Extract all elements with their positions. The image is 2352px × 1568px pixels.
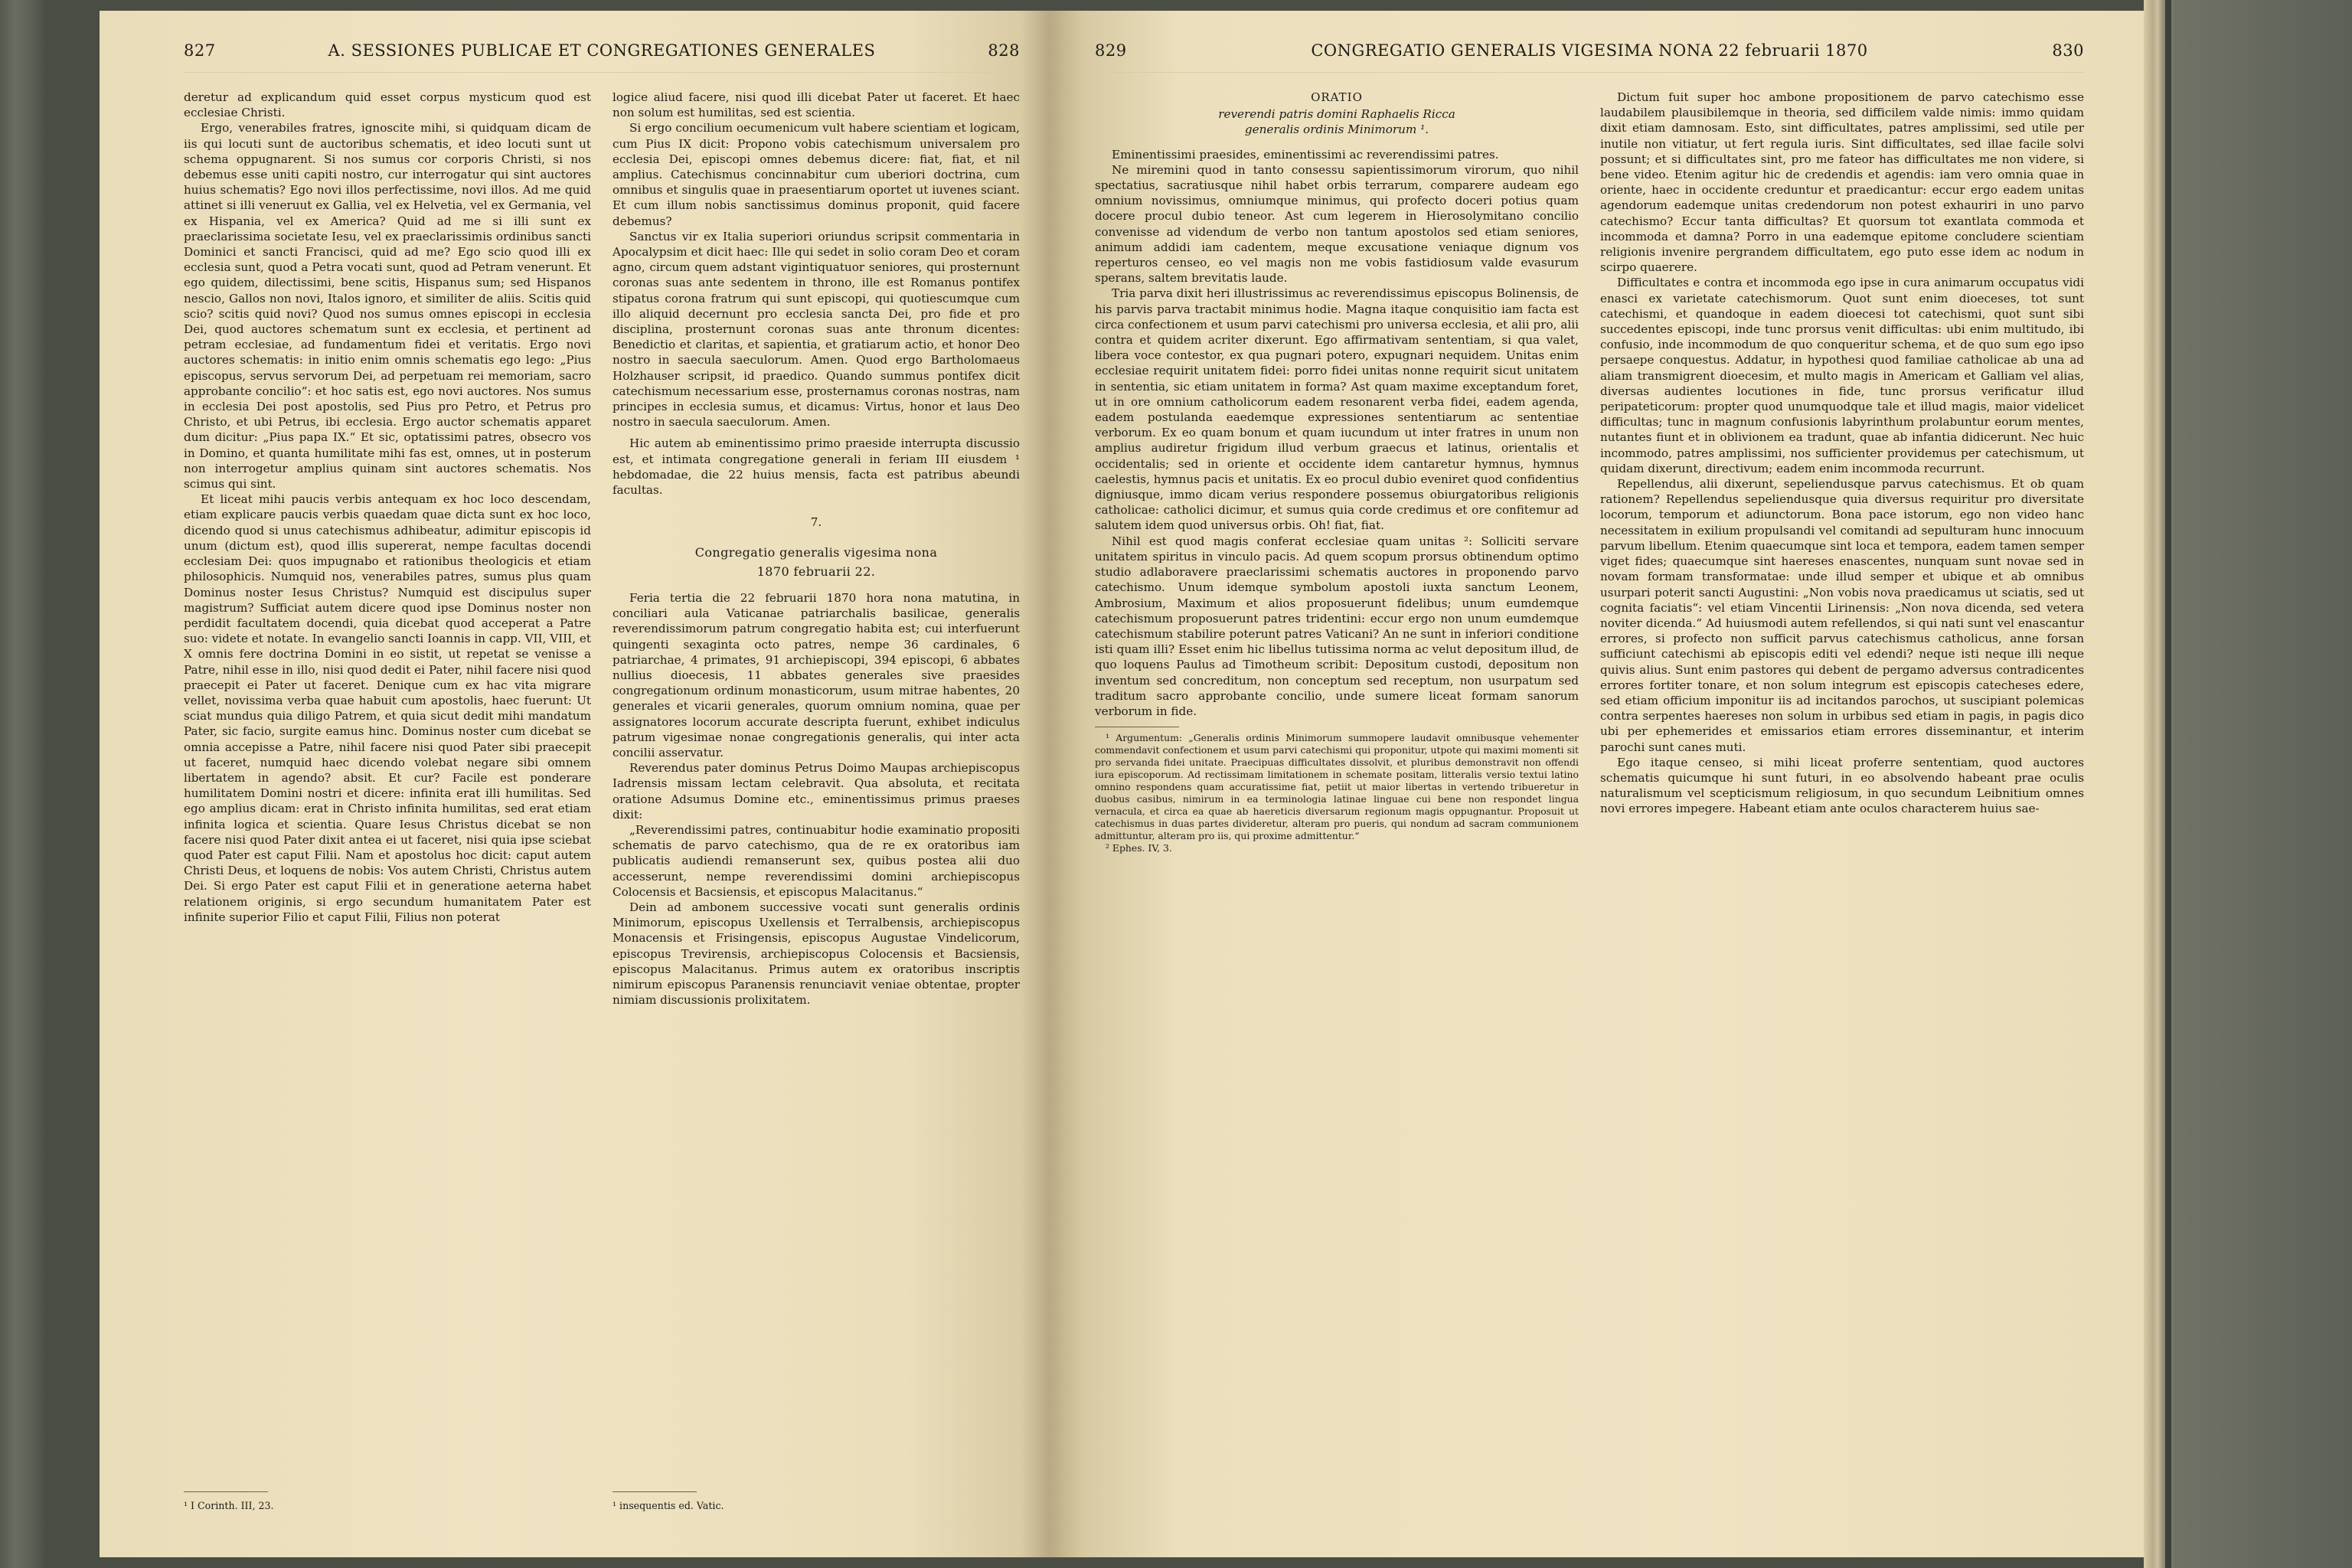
paragraph: Ego itaque censeo, si mihi liceat proferre sententiam, quod auctores schematis quicumque hi sunt futuri, in eo absolvendo habeant prae oculis naturalismum vel scepticismum religiosum, in quo secundum Leibnitium omnes novi errores impegere. Habeant etiam ante oculos characterem huius sae- xyxy=(1600,755,2084,816)
paragraph: Feria tertia die 22 februarii 1870 hora nona matutina, in conciliari aula Vaticanae patriarchalis basilicae, generalis reverendissimorum patrum congregatio habita est; cui interfuerunt quingenti sexaginta octo patres, nempe 36 cardinales, 6 patriarchae, 4 primates, 91 archiepiscopi, 394 episcopi, 6 abbates nullius dioecesis, 11 abbates generales sive praesides congregationum ordinum monasticorum, usum mitrae habentes, 20 generales et vicarii generales, quorum omnium nomina, quae per assignatores locorum accurate descripta fuerunt, exhibet indiculus patrum vigesimae nonae congregationis generalis, qui inter acta concilii asservatur. xyxy=(612,590,1020,760)
left-page-columns xyxy=(184,90,1020,1529)
oratio-subtitle: generalis ordinis Minimorum ¹. xyxy=(1244,122,1429,137)
footnote-block xyxy=(184,1484,591,1514)
running-header-left xyxy=(184,41,1020,73)
footnote: ¹ Argumentum: „Generalis ordinis Minimorum summopere laudavit omnibusque vehementer commendavit confectionem et usum parvi catechismi qui proponitur, utpote qui maximi momenti sit pro servanda fidei unitate. Praecipuas difficultates dissolvit, et pluribus demonstravit non offendi iura episcoporum. Ad rectissimam limitationem in schemate positam, litteralis versio textui latino omnino respondens quam accuratissime fiat, petiit ut maior libertas in vertendo tribueretur in duobus casibus, nimirum in ea terminologia latinae linguae cui bene non respondet lingua vernacula, et circa ea quae ab haereticis diversarum regionum magis oppugnantur. Proposuit ut catechismus in duas partes divideretur, alteram pro pueris, qui nondum ad sacram communionem admittuntur, alteram pro iis, qui proxime admittentur.“ xyxy=(1095,732,1579,842)
paragraph: Difficultates e contra et incommoda ego ipse in cura animarum occupatus vidi enasci ex varietate catechismorum. Quot sunt enim dioeceses, tot sunt catechismi, et quandoque in eadem dioecesi tot catechismi, quot sunt sibi succedentes episcopi, inde tunc prorsus venit difficultas: ubi enim multitudo, ibi confusio, inde incommodum de quo conqueritur schema, et de quo sum ego ipso persaepe conquestus. Addatur, in hypothesi quod familiae catholicae ab una ad aliam transmigrent dioecesim, et multo magis in Americam et Galliam vel alias, diversas audientes locutiones in fide, tunc prorsus verificatur illud peripateticorum: propter quod unumquodque tale et illud magis, maior videlicet difficultas; tunc in magnum confusionis labyrinthum prolabuntur eorum mentes, nutantes fiunt et in oblivionem ea tradunt, quae ab infantia didicerunt. Nec huic incommodo, patres amplissimi, nos sufficienter providemus per catechismum, ut quidam dixerunt, directivum; eadem enim incommoda recurrunt. xyxy=(1600,276,2084,475)
paragraph: Dictum fuit super hoc ambone propositionem de parvo catechismo esse laudabilem plausibilemque in theoria, sed difficilem valde nimis: immo quidam dixit etiam damnosam. Esto, sint difficultates, patres amplissimi, sed utile per inutile non vitiatur, ut fert regula iuris. Sint difficultates, sed illae facile solvi possunt; et si difficultates sint, pro me fateor has difficultates me non videre, si bene video. Etenim agitur hic de credendis et agendis: iam vero omnia quae in oriente, haec in occidente creduntur et praedicantur: eccur ergo eadem unitas agendorum eademque unitas credendorum non potest exhauriri in uno parvo catechismo? Eccur tanta difficultas? Et quorsum tot exantlata commoda et incommoda et damna? Porro in una eademque epitome concludere scientiam religionis invenire pergrandem difficultatem, ego puto esse idem ac nodum in scirpo quaerere. xyxy=(1600,90,2084,275)
paragraph: Et liceat mihi paucis verbis antequam ex hoc loco descendam, etiam explicare paucis verbis quaedam quae dicta sunt ex hoc loco, dicendo quod si unus catechismus adhibeatur, adimitur episcopis id unum (dictum est), quod illis supererat, nempe facultas docendi ecclesiam Dei: quos impugnabo et rationibus theologicis et etiam philosophicis. Numquid nos, venerabiles patres, sumus plus quam Dominus noster Iesus Christus? Numquid est discipulus super magistrum? Sufficiat autem dicere quod ipse Dominus noster non perdidit facultatem docendi, quia dicebat quod acceperat a Patre suo: videte et notate. In evangelio sancti Ioannis in capp. VII, VIII, et X omnis fere doctrina Domini in eo sistit, ut repetat se venisse a Patre, nihil esse in illo, nisi quod dedit ei Pater, nihil facere nisi quod praecepit ei Pater ut faceret. Denique cum ex hac vita migrare vellet, novissima verba quae habuit cum apostolis, haec fuerunt: Ut sciat mundus quia diligo Patrem, et quia sicut dedit mihi mandatum Pater, sic facio, surgite eamus hinc. Dominus noster cum dicebat se omnia accepisse a Patre, nihil facere nisi quod Pater sibi praecepit ut faceret, numquid haec dicendo volebat negare sibi omnem libertatem in agendo? absit. Et cur? Facile est ponderare humilitatem Domini nostri et dicere: infinita erat illi humilitas. Sed ego amplius dicam: erat in Christo infinita humilitas, sed erat etiam infinita logica et scientia. Quare Iesus Christus dicebat se non facere nisi quod Pater dixit antea ei ut faceret, nisi quia ipse sciebat quod Pater est caput Filii. Nam et apostolus hoc dicit: caput autem Christi Deus, et loquens de nobis: Vos autem Christi, Christus autem Dei. Si ergo Pater est caput Filii et in generatione aeterna habet relationem originis, si ergo secundum humanitatem Pater est infinite superior Filio et caput Filii, Filius non poterat xyxy=(184,492,591,924)
paragraph: Tria parva dixit heri illustrissimus ac reverendissimus episcopus Bolinensis, de his parvis parva tractabit minimus hodie. Magna itaque conquisitio iam facta est circa confectionem et usum parvi catechismi pro universa ecclesia, et alii pro, alii contra et quidem acriter dixerunt. Ego affirmativam sententiam, si qua valet, libera voce contestor, ex qua pugnari potero, expugnari nequidem. Unitas enim ecclesiae requirit unitatem fidei: porro fidei unitas nonne requirit sicut unitatem in sententia, sic etiam unitatem in forma? Ast quam maxime exceptandum foret, ut in ore omnium catholicorum eadem resonarent verba fidei, eadem agenda, eadem postulanda eaedemque expressiones sententiarum ac sententiae verborum. Ex eo quam bonum et quam iucundum ut inter fratres in unum non amplius audiretur frigidum illud verbum graecus et latinus, orientalis et occidentalis; sed in oriente et occidente idem cantaretur hymnus, hymnus caelestis, hymnus pacis et unitatis. Ex eo procul dubio eveniret quod confidentius digniusque, immo dicam verius responderе possemus obiurgatoribus religionis catholicae: catholici dicimur, et sumus quia corde credimus et ore confitemur ad salutem idem quod universus orbis. Oh! fiat, fiat. xyxy=(1095,286,1579,533)
paragraph: Sanctus vir ex Italia superiori oriundus scripsit commentaria in Apocalypsim et dicit haec: Ille qui sedet in solio coram Deo et coram agno, circum quem adstant vigintiquatuor seniores, qui prosternunt coronas suas ante sedentem in throno, ille est Romanus pontifex stipatus corona fratrum qui sunt episcopi, qui quotiescumque cum illo aliquid decernunt pro ecclesia sancta Dei, pro fide et pro disciplina, prosternunt coronas suas ante thronum dicentes: Benedictio et claritas, et sapientia, et gratiarum actio, et honor Deo nostro in saecula saeculorum. Amen. Quod ergo Bartholomaeus Holzhauser scripsit, id praedico. Quando summus pontifex dicit catechismum necessarium esse, prosternamus coronas nostras, nam principes in ecclesia sumus, et dicamus: Virtus, honor et laus Deo nostro in saecula saeculorum. Amen. xyxy=(612,229,1020,430)
paragraph: Hic autem ab eminentissimo primo praeside interrupta discussio est, et intimata congregatione generali in feriam III eiusdem ¹ hebdomadae, die 22 huius mensis, facta est patribus abeundi facultas. xyxy=(612,436,1020,498)
paragraph: Ne miremini quod in tanto consessu sapientissimorum virorum, quo nihil spectatius, sacratiusque nihil habet orbis terrarum, comparere audeam ego omnium novissimus, omniumque minimus, qui profecto doceri potius quam docere procul dubio teneor. Ast cum legerem in Hierosolymitano concilio convenisse ad videndum de verbo non tantum apostolos sed etiam seniores, animum addidi iam cadentem, meque excusatione veniaque dignum vos reperturos censeo, eo vel magis non me vobis fastidiosum valde evasurum sperans, saltem brevitatis laude. xyxy=(1095,162,1579,286)
footnote: ¹ I Corinth. III, 23. xyxy=(184,1499,274,1511)
paragraph: „Reverendissimi patres, continuabitur hodie examinatio propositi schematis de parvo catechismo, qua de re ex oratoribus iam publicatis audiendi remanserunt sex, quibus postea alii duo accesserunt, nempe reverendissimi domini archiepiscopus Colocensis et Bacsiensis, et episcopus Malacitanus.“ xyxy=(612,822,1020,899)
running-title: A. SESSIONES PUBLICAE ET CONGREGATIONES GENERALES xyxy=(328,41,876,60)
footnote: ² Ephes. IV, 3. xyxy=(1106,842,1172,854)
paragraph: Reverendus pater dominus Petrus Doimo Maupas archiepiscopus Iadrensis missam lectam celebravit. Qua absoluta, et recitata oratione Adsumus Domine etc., eminentissimus primus praeses dixit: xyxy=(612,761,1020,822)
paragraph: Ergo, venerabiles fratres, ignoscite mihi, si quidquam dicam de iis qui locuti sunt de auctoribus schematis, et ideo locuti sunt ut schema oppugnarent. Si nos sumus cor corporis Christi, si nos debemus esse uniti capiti nostro, cur interrogatur qui sint auctores huius schematis? Ego novi illos perfectissime, novi illos. Ad me quid attinet si illi veneruut ex Gallia, vel ex Helvetia, vel ex Germania, vel ex Hispania, vel ex America? Quid ad me si illi sunt ex praeclarissima societate Iesu, vel ex praeclarissimis ordinibus sancti Dominici et sancti Francisci, quid ad me? Ego scio quod illi ex ecclesia sunt, quod a Petra vocati sunt, quod ad Petram venerunt. Et ego quidem, dilectissimi, bene scitis, Hispanus sum; sed Hispanos nescio, Gallos non novi, Italos ignoro, et similiter de aliis. Scitis quid scio? scitis quid novi? Quod nos sumus omnes episcopi in ecclesia Dei, quod auctores schematum sunt ex ecclesia, et pertinent ad petram ecclesiae, ad fundamentum fidei et veritatis. Ergo novi auctores schematis: in initio enim omnis schematis ego lego: „Pius episcopus, servus servorum Dei, ad perpetuam rei memoriam, sacro approbante concilio“: et hoc satis est, ego novi auctores. Nos sumus in ecclesia Dei post apostolis, sed Pius pro Petro, et Petrus pro Christo, et ubi Petrus, ibi ecclesia. Ergo auctor schematis apparet dum dicitur: „Pius papa IX.“ Et sic, optatissimi patres, obsecro vos in Domino, et quanta humilitate mihi fas est, omnes, ut in posterum non interrogetur amplius quinam sint auctores schematis. Nos scimus qui sint. xyxy=(184,121,591,492)
left-page xyxy=(100,11,1049,1557)
page-number: 830 xyxy=(2052,41,2084,60)
paragraph: deretur ad explicandum quid esset corpus mysticum quod est ecclesiae Christi. xyxy=(184,90,591,120)
page-number: 827 xyxy=(184,41,216,60)
paragraph: Repellendus, alii dixerunt, sepeliendusque parvus catechismus. Et ob quam rationem? Repellendus sepeliendusque quia diversus requiritur pro diversitate locorum, temporum et adiunctorum. Bona pace istorum, ego non video hanc necessitatem in exilium propulsandi vel comitandi ad sepulturam hunc innocuum parvum libellum. Etenim quaecumque sint loca et tempora, eadem tamen semper viget fides; quaecumque sint haereses enascentes, nunquam sunt novae sed in novam formam transformatae: unde illud semper et ubique et ab omnibus usurpari poterit sancti Augustini: „Non vobis nova praedicamus ut sciatis, sed ut cognita faciatis“: vel etiam Vincentii Lirinensis: „Non nova dicenda, sed vetera noviter dicenda.“ Ad huiusmodi autem refellendos, si qui nati sunt vel enascantur errores, si profecto non sufficit parvus catechismus catholicus, anne forsan sufficiunt catechismi ab episcopis editi vel edendi? neque isti neque illi neque quivis alius. Sunt enim pastores qui debent de pergamo adversus contradicentes errores fortiter tonare, et non solum integrum est episcopis catecheses edere, sed etiam officium imponitur iis ad incitandos parochos, ut suscipiant polemicas contra serpentes haereses non solum in urbibus sed etiam in pagis, in pagis dico ubi per ephemerides et emissarios etiam errores disseminantur, et interim parochi sunt canes muti. xyxy=(1600,477,2084,754)
paragraph: Eminentissimi praesides, eminentissimi ac reverendissimi patres. xyxy=(1112,147,1499,162)
page-number: 828 xyxy=(988,41,1020,60)
column-829 xyxy=(1095,90,1579,1529)
oratio-title: ORATIO xyxy=(1311,90,1363,104)
section-date: 1870 februarii 22. xyxy=(756,564,876,579)
column-828 xyxy=(612,90,1020,1529)
footnote-block xyxy=(1095,732,1579,854)
footnote-rule xyxy=(184,1491,268,1492)
binding-shadow xyxy=(2165,0,2171,1568)
footnote: ¹ insequentis ed. Vatic. xyxy=(612,1499,724,1511)
paragraph: logice aliud facere, nisi quod illi dicebat Pater ut faceret. Et haec non solum est humilitas, sed est scientia. xyxy=(612,90,1020,120)
column-827 xyxy=(184,90,591,1529)
paragraph: Dein ad ambonem successive vocati sunt generalis ordinis Minimorum, episcopus Uxellensis et Terralbensis, archiepiscopus Monacensis et Frisingensis, episcopus Augustae Vindelicorum, episcopus Trevirensis, archiepiscopus Colocensis et Bacsiensis, episcopus Malacitanus. Primus autem ex oratoribus inscriptis nimirum episcopus Paranensis renunciavit veniae obtentae, propter nimiam discussionis prolixitatem. xyxy=(612,900,1020,1008)
page-number: 829 xyxy=(1095,41,1127,60)
right-page xyxy=(1049,11,2145,1557)
running-title: CONGREGATIO GENERALIS VIGESIMA NONA 22 februarii 1870 xyxy=(1311,41,1868,60)
right-page-columns xyxy=(1095,90,2084,1529)
paragraph: Nihil est quod magis conferat ecclesiae quam unitas ²: Solliciti servare unitatem spiritus in vinculo pacis. Ad quem scopum prorsus obtinendum optimo studio adlaboravere praeclarissimi schematis auctores in proponendo parvo catechismo. Unum idemque symbolum apostoli iuxta sanctum Leonem, Ambrosium, Maximum et alios proposuerunt fidelibus; unum eumdemque catechismum proposuerunt patres tridentini: eccur ergo non unum eumdemque catechismum stabilire poterunt patres Vaticani? An ne sunt in inferiori conditione isti quam illi? Esset enim hic libellus tutissima norma ac velut depositum illud, de quo loquens Paulus ad Timotheum scribit: Depositum custodi, depositum non inventum sed concreditum, non conceptum sed receptum, non usurpatum sed traditum sacro approbante concilio, unde sumere liceat formam sanorum verborum in fide. xyxy=(1095,534,1579,718)
running-header-right xyxy=(1095,41,2084,73)
section-number: 7. xyxy=(810,515,822,530)
footnote-rule xyxy=(612,1491,697,1492)
book-page-edge xyxy=(2144,0,2352,1568)
oratio-subtitle: reverendi patris domini Raphaelis Ricca xyxy=(1218,107,1455,122)
column-830 xyxy=(1600,90,2084,1529)
footnote-block xyxy=(612,1484,1020,1514)
paragraph: Si ergo concilium oecumenicum vult habere scientiam et logicam, cum Pius IX dicit: Propono vobis catechismum universalem pro ecclesia Dei, episcopi omnes debemus dicere: fiat, fiat, et nil amplius. Catechismus concinnabitur cum uberiori doctrina, cum omnibus et singulis quae in praesentiarum oportet ut iuvenes sciant. Et cum illum nobis sanctissimus dominus proponit, quid facere debemus? xyxy=(612,121,1020,228)
section-title: Congregatio generalis vigesima nona xyxy=(694,545,938,560)
